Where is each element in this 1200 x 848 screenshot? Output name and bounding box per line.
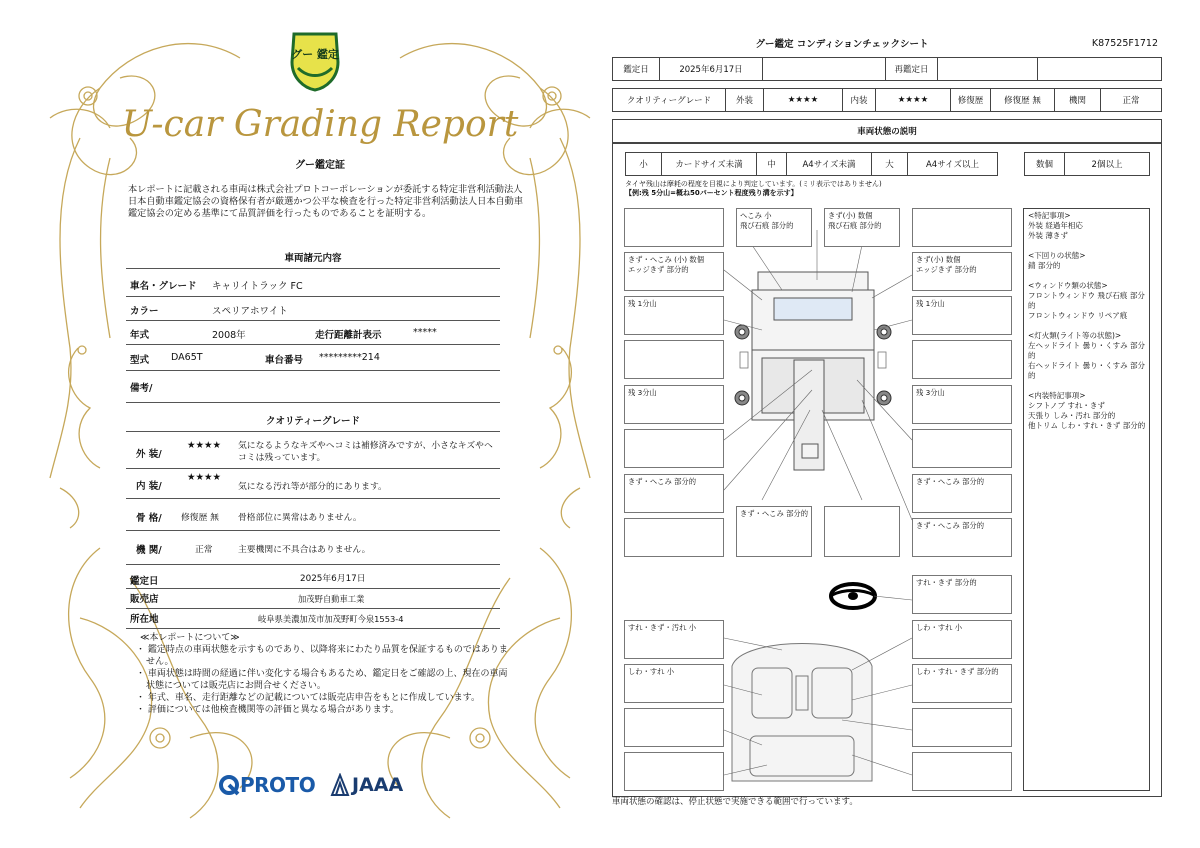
divider	[126, 344, 500, 345]
divider	[126, 608, 500, 609]
condition-box: しわ・すれ 小	[912, 620, 1012, 659]
note-line: <下回りの状態>	[1028, 251, 1086, 260]
condition-box: きず(小) 数個 エッジきず 部分的	[912, 252, 1012, 291]
date-label: 鑑定日	[613, 58, 660, 80]
int-label: 内装	[843, 89, 876, 111]
tire-note-line: タイヤ残山は摩耗の程度を目視により判定しています。(ミリ表示ではありません)	[625, 180, 882, 188]
sheet-id: K87525F1712	[1091, 38, 1158, 49]
badge-label: グー 鑑定	[291, 48, 339, 61]
divider	[126, 468, 500, 469]
divider	[126, 320, 500, 321]
condition-box	[624, 208, 724, 247]
note-line: <内装特記事項>	[1028, 391, 1086, 400]
sheet-footer: 車両状態の確認は、停止状態で実施できる範囲で行っています。	[612, 797, 858, 807]
condition-box: 残 3分山	[912, 385, 1012, 424]
condition-box	[912, 708, 1012, 747]
size-mid-desc: A4サイズ未満	[787, 153, 872, 175]
condition-box	[912, 208, 1012, 247]
note-line: 錆 部分的	[1028, 261, 1061, 270]
jaaa-logo-icon	[330, 773, 350, 797]
goo-badge-icon	[288, 32, 342, 92]
condition-box: きず・へこみ 部分的	[736, 506, 812, 557]
note-line: 右ヘッドライト 曇り・くすみ 部分的	[1028, 361, 1146, 380]
chassis-label: 車台番号	[265, 355, 304, 366]
repair-value: 修復歴 無	[991, 89, 1055, 111]
certificate-title: グー鑑定証	[295, 160, 345, 171]
condition-heading: 車両状態の説明	[857, 127, 917, 137]
divider	[126, 628, 500, 629]
condition-box	[912, 429, 1012, 468]
model-value: DA65T	[171, 352, 203, 363]
date-value: 2025年6月17日	[660, 58, 763, 80]
date-label: 鑑定日	[130, 576, 159, 587]
size-small: 小	[626, 153, 662, 175]
note-spacer	[1028, 321, 1150, 331]
engine-comment: 主要機関に不具合はありません。	[238, 545, 371, 555]
report-script-title: U-car Grading Report	[121, 104, 519, 145]
condition-box: 残 3分山	[624, 385, 724, 424]
note-item: ・ 評価については他検査機関等の評価と異なる場合があります。	[136, 705, 399, 715]
condition-box: 残 1分山	[624, 296, 724, 335]
special-notes-list	[1028, 211, 1150, 431]
condition-box	[624, 708, 724, 747]
note-spacer	[1028, 271, 1150, 281]
year-value: 2008年	[212, 330, 246, 341]
note-line: 外装 薄きず	[1028, 231, 1068, 240]
proto-logo-icon	[218, 774, 240, 796]
exterior-comment: 気になるようなキズやヘコミは補修済みですが、小さなキズやヘコミは残っています。	[238, 441, 493, 463]
grading-certificate	[40, 18, 600, 828]
chassis-value: *********214	[319, 352, 380, 363]
condition-box: きず・へこみ 部分的	[912, 474, 1012, 513]
address-value: 岐阜県美濃加茂市加茂野町今泉1553-4	[258, 614, 404, 624]
engine-label: 機 関/	[136, 545, 162, 556]
note-spacer	[1028, 381, 1150, 391]
mileage-label: 走行距離計表示	[315, 330, 382, 341]
condition-box	[624, 518, 724, 557]
sheet-title: グー鑑定 コンディションチェックシート	[755, 39, 929, 50]
note-line: 外装 経過年相応	[1028, 221, 1083, 230]
condition-box	[912, 752, 1012, 791]
exterior-label: 外 装/	[136, 449, 162, 460]
condition-box	[624, 752, 724, 791]
size-mid: 中	[757, 153, 787, 175]
divider	[126, 564, 500, 565]
condition-check-sheet	[612, 30, 1164, 807]
certificate-intro: 本レポートに記載される車両は株式会社プロトコーポレーションが委託する特定非営利活動法人日本自動車鑑定協会の資格保有者が厳選かつ公平な検査を行った特定非営利活動法人日本自動車鑑定協会の定める基準にて品質評価を行ったものであることを証明する。	[128, 184, 524, 219]
count-desc: 2個以上	[1091, 160, 1123, 170]
note-line: <灯火類(ライト等の状態)>	[1028, 331, 1122, 340]
mileage-value: *****	[413, 327, 437, 338]
divider	[126, 296, 500, 297]
color-label: カラー	[130, 306, 159, 317]
condition-box: へこみ 小 飛び石痕 部分的	[736, 208, 812, 247]
divider	[126, 498, 500, 499]
note-line: フロントウィンドウ リペア痕	[1028, 311, 1128, 320]
condition-box: 残 1分山	[912, 296, 1012, 335]
divider	[126, 268, 500, 269]
ext-label: 外装	[726, 89, 764, 111]
size-small-desc: カードサイズ未満	[662, 153, 757, 175]
condition-box	[912, 340, 1012, 379]
divider	[126, 402, 500, 403]
note-line: <特記事項>	[1028, 211, 1071, 220]
exterior-stars: ★★★★	[187, 440, 222, 451]
note-line: シフトノブ すれ・きず	[1028, 401, 1105, 410]
condition-box	[624, 429, 724, 468]
car-name-label: 車名・グレード	[130, 281, 197, 292]
engine-value: 正常	[1122, 96, 1140, 106]
condition-box: しわ・すれ 小	[624, 664, 724, 703]
interior-comment: 気になる汚れ等が部分的にあります。	[238, 482, 387, 492]
divider	[126, 530, 500, 531]
quality-heading: クオリティーグレード	[265, 416, 361, 427]
note-line: 天張り しみ・汚れ 部分的	[1028, 411, 1116, 420]
repair-label: 修復歴	[951, 89, 991, 111]
date-value: 2025年6月17日	[300, 574, 366, 584]
int-stars: ★★★★	[876, 89, 951, 111]
note-item: ・ 鑑定時点の車両状態を示すものであり、以降将来にわたり品質を保証するものではありません。	[136, 645, 508, 667]
condition-box: きず(小) 数個 飛び石痕 部分的	[824, 208, 900, 247]
model-label: 型式	[130, 355, 150, 366]
condition-box: きず・へこみ 部分的	[912, 518, 1012, 557]
size-large: 大	[872, 153, 908, 175]
proto-logo-text: PROTO	[240, 773, 316, 797]
engine-label: 機関	[1055, 89, 1101, 111]
grade-label: クオリティーグレード	[613, 89, 726, 111]
car-name-value: キャリイトラック FC	[212, 281, 303, 292]
reinspect-label: 再鑑定日	[886, 58, 938, 80]
report-notes	[136, 632, 516, 716]
divider	[126, 370, 500, 371]
engine-value: 正常	[195, 545, 213, 555]
tire-note-line: 【例:残 5分山=概ね50パーセント程度残り溝を示す】	[625, 189, 798, 197]
condition-box: しわ・すれ・きず 部分的	[912, 664, 1012, 703]
condition-box	[824, 506, 900, 557]
frame-comment: 骨格部位に異常はありません。	[238, 513, 362, 523]
note-line: フロントウィンドウ 飛び石痕 部分的	[1028, 291, 1145, 310]
year-label: 年式	[130, 330, 150, 341]
logo-bar	[218, 772, 428, 798]
condition-box: きず・へこみ (小) 数個 エッジきず 部分的	[624, 252, 724, 291]
notes-title: ≪本レポートについて≫	[140, 633, 240, 643]
note-item: ・ 年式、車名、走行距離などの記載については販売店申告をもとに作成しています。	[136, 693, 480, 703]
interior-label: 内 装/	[136, 481, 162, 492]
condition-box: すれ・きず・汚れ 小	[624, 620, 724, 659]
interior-stars: ★★★★	[187, 472, 222, 483]
address-label: 所在地	[130, 614, 159, 625]
condition-box: きず・へこみ 部分的	[624, 474, 724, 513]
condition-box	[624, 340, 724, 379]
frame-label: 骨 格/	[136, 513, 162, 524]
dealer-value: 加茂野自動車工業	[298, 594, 365, 604]
divider	[126, 588, 500, 589]
note-line: 左ヘッドライト 曇り・くすみ 部分的	[1028, 341, 1146, 360]
condition-box: すれ・きず 部分的	[912, 575, 1012, 614]
divider	[126, 431, 500, 432]
note-spacer	[1028, 241, 1150, 251]
frame-value: 修復歴 無	[181, 513, 219, 523]
remarks-label: 備考/	[130, 383, 153, 394]
note-line: 他トリム しわ・すれ・きず 部分的	[1028, 421, 1146, 430]
note-item: ・ 車両状態は時間の経過に伴い変化する場合もあるため、鑑定日をご確認の上、現在の車両状態については販売店にお問合せください。	[136, 669, 508, 691]
color-value: スペリアホワイト	[212, 306, 288, 317]
note-line: <ウィンドウ類の状態>	[1028, 281, 1108, 290]
spec-heading: 車両諸元内容	[284, 253, 342, 264]
ext-stars: ★★★★	[764, 89, 843, 111]
size-large-desc: A4サイズ以上	[925, 160, 980, 170]
jaaa-logo-text: JAAA	[352, 774, 404, 796]
count-label: 数個	[1025, 153, 1065, 175]
dealer-label: 販売店	[130, 594, 159, 605]
